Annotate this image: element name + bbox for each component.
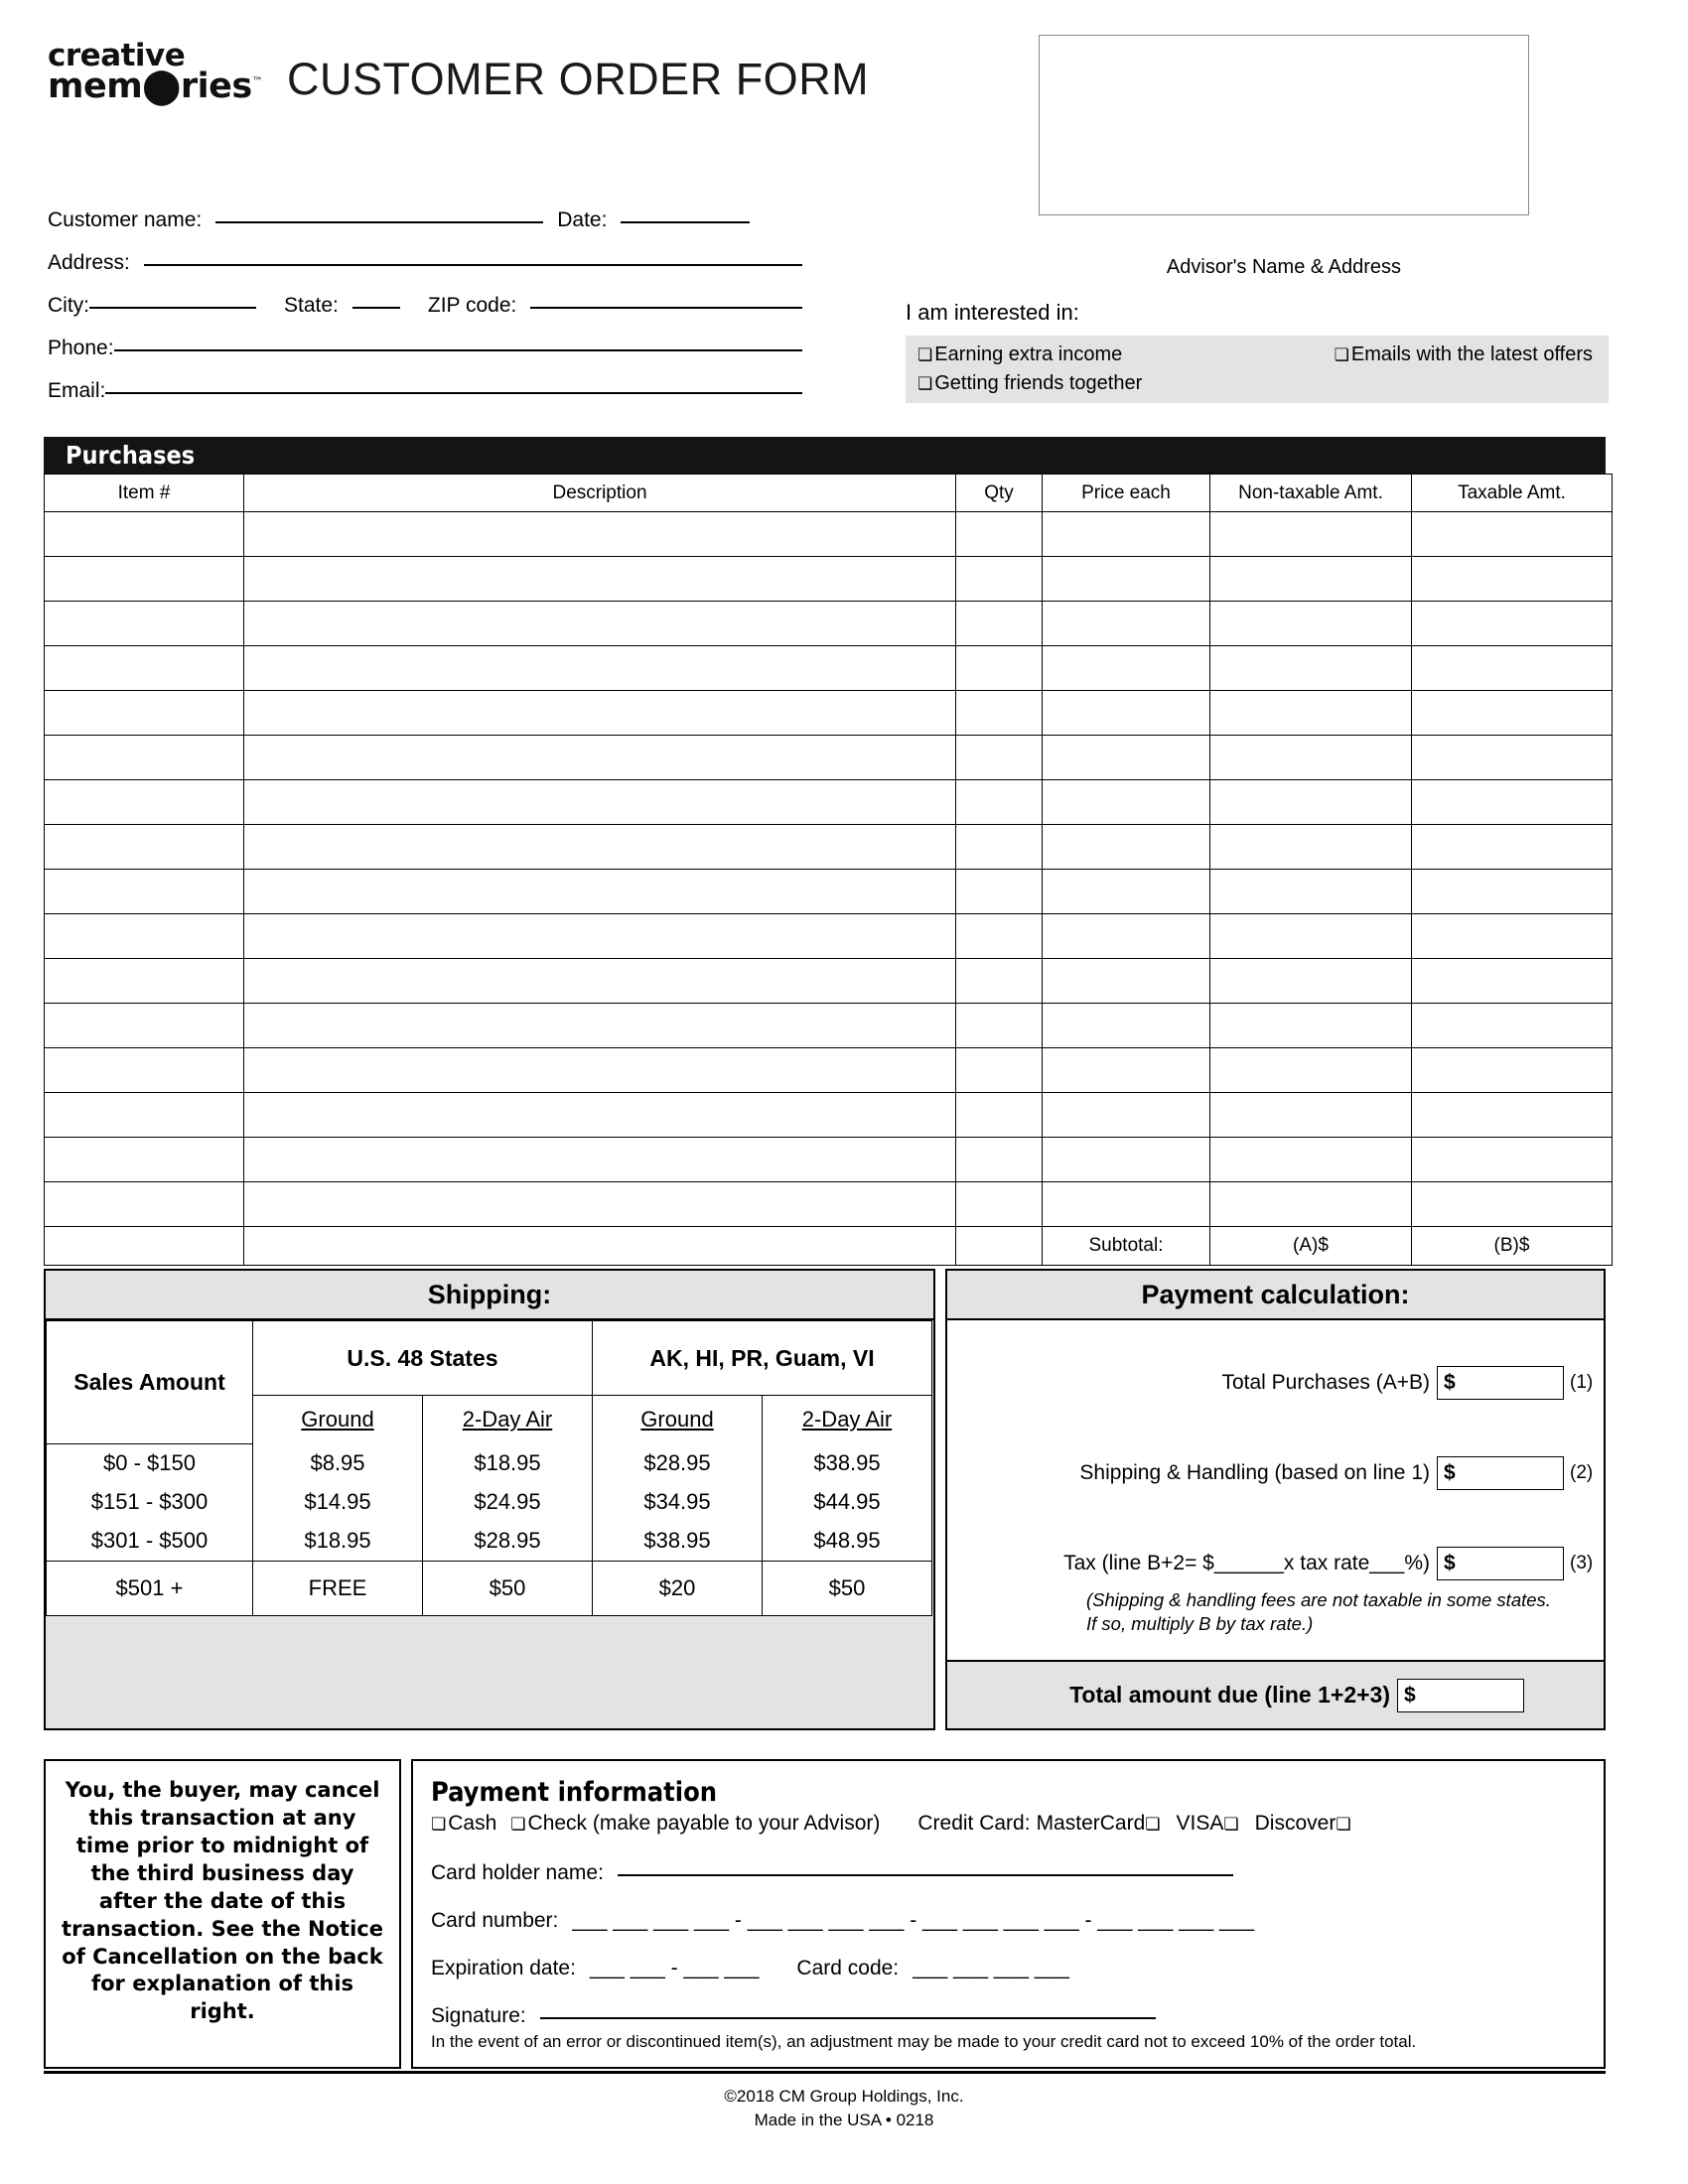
total-purchases-label: Total Purchases (A+B) <box>1221 1371 1430 1394</box>
purchase-cell[interactable] <box>1412 914 1613 959</box>
address-label: Address: <box>48 251 130 274</box>
purchase-cell[interactable] <box>244 914 956 959</box>
us-2day-rate: $28.95 <box>423 1522 593 1562</box>
sales-range: $0 - $150 <box>47 1443 253 1483</box>
ak-ground-rate: $38.95 <box>593 1522 763 1562</box>
purchase-cell[interactable] <box>45 1048 244 1093</box>
purchase-cell[interactable] <box>1043 602 1210 646</box>
purchase-cell[interactable] <box>244 736 956 780</box>
purchase-cell[interactable] <box>956 825 1043 870</box>
col-ak-hi-pr-guam-vi: AK, HI, PR, Guam, VI <box>593 1321 932 1396</box>
purchase-cell[interactable] <box>244 959 956 1004</box>
table-row <box>45 870 1613 914</box>
shipping-table <box>46 1320 932 1616</box>
purchase-cell[interactable] <box>45 1093 244 1138</box>
col-us-48-states: U.S. 48 States <box>253 1321 593 1396</box>
footer-divider <box>44 2071 1606 2074</box>
checkbox-discover[interactable] <box>1255 1812 1353 1836</box>
shipping-handling-label: Shipping & Handling (based on line 1) <box>1079 1461 1430 1484</box>
checkbox-mastercard[interactable] <box>1037 1812 1163 1836</box>
payment-type-row <box>431 1812 1586 1836</box>
mode-us-2day: 2-Day Air <box>462 1407 553 1432</box>
purchase-cell[interactable] <box>244 1093 956 1138</box>
card-number-row <box>431 1909 1586 1933</box>
made-in-usa-line: Made in the USA • 0218 <box>754 2110 934 2129</box>
us-ground-rate: $8.95 <box>253 1443 423 1483</box>
card-holder-row <box>431 1861 1586 1885</box>
interested-in-label: I am interested in: <box>906 300 1079 325</box>
interested-label-0: Earning extra income <box>934 343 1123 365</box>
purchase-cell[interactable] <box>1210 557 1412 602</box>
checkbox-icon: ❏ <box>431 1815 447 1835</box>
interested-in-box <box>906 336 1609 403</box>
purchase-cell[interactable] <box>45 602 244 646</box>
ak-ground-rate: $20 <box>593 1561 763 1615</box>
checkbox-visa[interactable] <box>1177 1812 1241 1836</box>
table-row <box>45 1182 1613 1227</box>
purchase-cell[interactable] <box>956 870 1043 914</box>
line-number-2: (2) <box>1570 1462 1594 1483</box>
date-input[interactable] <box>621 220 750 223</box>
tax-note: (Shipping & handling fees are not taxable in some states. If so, multiply B by tax rate.) <box>1086 1589 1551 1635</box>
col-non-taxable: Non-taxable Amt. <box>1210 475 1412 512</box>
city-label: City: <box>48 294 89 317</box>
card-number-input[interactable]: ___ ___ ___ ___ - ___ ___ ___ ___ - ___ ___ ___ ___ - ___ ___ ___ ___ <box>572 1909 1254 1932</box>
ak-2day-rate: $48.95 <box>763 1522 932 1562</box>
us-ground-rate: $18.95 <box>253 1522 423 1562</box>
table-row <box>45 959 1613 1004</box>
col-item-number: Item # <box>45 475 244 512</box>
sales-range: $501 + <box>47 1561 253 1615</box>
purchase-cell[interactable] <box>1412 780 1613 825</box>
expiration-card-code-row <box>431 1957 1586 1980</box>
payment-calculation-title: Payment calculation: <box>947 1271 1604 1320</box>
page-footer <box>0 2085 1688 2132</box>
sales-range: $301 - $500 <box>47 1522 253 1562</box>
purchase-cell[interactable] <box>956 1048 1043 1093</box>
mastercard-label: MasterCard <box>1036 1812 1146 1835</box>
table-row <box>45 736 1613 780</box>
tax-label[interactable]: Tax (line B+2= $______x tax rate___%) <box>1063 1552 1430 1574</box>
purchase-cell[interactable] <box>1043 1093 1210 1138</box>
purchase-cell[interactable] <box>244 646 956 691</box>
table-row <box>45 1004 1613 1048</box>
purchase-cell[interactable] <box>45 914 244 959</box>
purchase-cell[interactable] <box>1043 1048 1210 1093</box>
payment-information-title: Payment information <box>431 1777 718 1808</box>
page-title: CUSTOMER ORDER FORM <box>287 54 870 104</box>
purchase-cell[interactable] <box>244 602 956 646</box>
checkbox-icon: ❏ <box>1223 1815 1239 1835</box>
email-input[interactable] <box>105 391 802 394</box>
purchase-cell[interactable] <box>956 914 1043 959</box>
ak-ground-rate: $28.95 <box>593 1443 763 1483</box>
purchases-header-row <box>45 475 1613 512</box>
card-holder-label: Card holder name: <box>431 1861 604 1884</box>
purchase-cell[interactable] <box>1210 1138 1412 1182</box>
purchase-cell[interactable] <box>1412 512 1613 557</box>
subtotal-spacer-1 <box>45 1227 244 1266</box>
purchase-cell[interactable] <box>244 780 956 825</box>
table-row <box>45 780 1613 825</box>
card-number-label: Card number: <box>431 1909 559 1932</box>
purchase-cell[interactable] <box>1043 646 1210 691</box>
purchase-cell[interactable] <box>1412 870 1613 914</box>
us-ground-rate: FREE <box>253 1561 423 1615</box>
table-row <box>45 1093 1613 1138</box>
cancellation-notice: You, the buyer, may cancel this transaction at any time prior to midnight of the third business day after the date of this transaction. See the Notice of Cancellation on the back for explanation of this right. <box>44 1759 401 2069</box>
email-row <box>48 379 802 403</box>
purchase-cell[interactable] <box>1043 691 1210 736</box>
checkbox-emails-latest-offers[interactable] <box>1335 341 1599 369</box>
purchase-cell[interactable] <box>1412 1048 1613 1093</box>
table-row <box>45 1138 1613 1182</box>
state-label: State: <box>284 294 339 317</box>
purchase-cell[interactable] <box>1210 1093 1412 1138</box>
expiration-input[interactable]: ___ ___ - ___ ___ <box>589 1957 760 1979</box>
table-row <box>45 646 1613 691</box>
total-amount-due-row <box>947 1660 1604 1728</box>
purchase-cell[interactable] <box>956 512 1043 557</box>
table-row <box>45 825 1613 870</box>
purchase-cell[interactable] <box>1412 691 1613 736</box>
col-sales-amount: Sales Amount <box>47 1321 253 1444</box>
purchase-cell[interactable] <box>244 1182 956 1227</box>
total-amount-due-label: Total amount due (line 1+2+3) <box>1069 1682 1390 1707</box>
ak-2day-rate: $44.95 <box>763 1483 932 1522</box>
purchase-cell[interactable] <box>1412 1138 1613 1182</box>
purchase-cell[interactable] <box>45 512 244 557</box>
email-label: Email: <box>48 379 106 402</box>
payment-information-panel <box>411 1759 1606 2069</box>
purchase-cell[interactable] <box>244 691 956 736</box>
state-input[interactable] <box>352 306 400 309</box>
purchase-cell[interactable] <box>1043 557 1210 602</box>
interested-label-1: Emails with the latest offers <box>1350 343 1593 365</box>
purchase-cell[interactable] <box>1043 736 1210 780</box>
purchase-cell[interactable] <box>1412 602 1613 646</box>
purchase-cell[interactable] <box>45 780 244 825</box>
address-input[interactable] <box>144 263 802 266</box>
signature-input[interactable] <box>540 2016 1156 2019</box>
shipping-rate-row <box>47 1522 932 1562</box>
purchase-cell[interactable] <box>45 646 244 691</box>
purchase-cell[interactable] <box>45 870 244 914</box>
card-holder-input[interactable] <box>618 1873 1233 1876</box>
purchases-section <box>44 437 1606 1266</box>
signature-label: Signature: <box>431 2004 526 2027</box>
subtotal-spacer-3 <box>956 1227 1043 1266</box>
logo-line-2: mem⬤ries™ <box>48 66 263 106</box>
checkbox-icon: ❏ <box>917 345 933 365</box>
phone-label: Phone: <box>48 337 114 359</box>
customer-info-fields <box>48 208 802 422</box>
table-row <box>45 512 1613 557</box>
advisor-name-address-box[interactable] <box>1039 35 1529 215</box>
customer-name-label: Customer name: <box>48 208 203 231</box>
shipping-panel <box>44 1269 935 1730</box>
subtotal-b-input[interactable]: (B)$ <box>1412 1227 1613 1266</box>
phone-row <box>48 337 802 360</box>
checkbox-icon: ❏ <box>1336 1815 1351 1835</box>
checkbox-icon: ❏ <box>1145 1815 1161 1835</box>
purchase-cell[interactable] <box>1412 1004 1613 1048</box>
table-row <box>45 1048 1613 1093</box>
checkbox-earning-extra-income[interactable] <box>917 341 1122 369</box>
purchase-cell[interactable] <box>1210 780 1412 825</box>
purchases-table-body <box>45 512 1613 1227</box>
customer-name-row <box>48 208 802 232</box>
purchases-table <box>44 474 1613 1266</box>
purchase-cell[interactable] <box>1043 825 1210 870</box>
mode-ak-2day: 2-Day Air <box>801 1407 893 1432</box>
col-qty: Qty <box>956 475 1043 512</box>
purchase-cell[interactable] <box>1412 1182 1613 1227</box>
expiration-label: Expiration date: <box>431 1957 576 1979</box>
purchase-cell[interactable] <box>45 691 244 736</box>
shipping-rate-row <box>47 1443 932 1483</box>
purchase-cell[interactable] <box>1043 1004 1210 1048</box>
payment-calculation-panel <box>945 1269 1606 1730</box>
purchase-cell[interactable] <box>244 1138 956 1182</box>
purchase-cell[interactable] <box>956 959 1043 1004</box>
ak-ground-rate: $34.95 <box>593 1483 763 1522</box>
sales-range: $151 - $300 <box>47 1483 253 1522</box>
interested-line-1 <box>917 341 1599 369</box>
purchase-cell[interactable] <box>1043 1182 1210 1227</box>
ak-2day-rate: $50 <box>763 1561 932 1615</box>
table-row <box>45 691 1613 736</box>
purchase-cell[interactable] <box>1210 870 1412 914</box>
visa-label: VISA <box>1176 1812 1224 1835</box>
purchase-cell[interactable] <box>244 557 956 602</box>
purchase-cell[interactable] <box>1043 870 1210 914</box>
subtotal-label: Subtotal: <box>1043 1227 1210 1266</box>
purchase-cell[interactable] <box>244 1048 956 1093</box>
phone-input[interactable] <box>114 348 802 351</box>
purchase-cell[interactable] <box>244 825 956 870</box>
total-amount-due-input[interactable]: $ <box>1397 1679 1524 1712</box>
purchase-cell[interactable] <box>1412 959 1613 1004</box>
purchase-cell[interactable] <box>1210 646 1412 691</box>
cash-label: Cash <box>448 1812 497 1835</box>
shipping-header-row <box>47 1321 932 1396</box>
purchase-cell[interactable] <box>1210 691 1412 736</box>
shipping-handling-row <box>947 1456 1604 1490</box>
advisor-caption: Advisor's Name & Address <box>1166 256 1402 278</box>
purchase-cell[interactable] <box>1210 736 1412 780</box>
tax-input[interactable]: $ <box>1437 1547 1564 1580</box>
purchase-cell[interactable] <box>1210 1182 1412 1227</box>
card-code-label: Card code: <box>796 1957 900 1979</box>
shipping-rate-rows <box>47 1443 932 1615</box>
signature-row <box>431 2004 1586 2028</box>
purchase-cell[interactable] <box>1043 959 1210 1004</box>
purchase-cell[interactable] <box>45 1182 244 1227</box>
us-ground-rate: $14.95 <box>253 1483 423 1522</box>
purchase-cell[interactable] <box>1043 780 1210 825</box>
purchase-cell[interactable] <box>45 1138 244 1182</box>
purchase-cell[interactable] <box>956 736 1043 780</box>
line-number-3: (3) <box>1570 1553 1594 1573</box>
purchase-cell[interactable] <box>1210 825 1412 870</box>
purchase-cell[interactable] <box>45 736 244 780</box>
city-input[interactable] <box>89 306 256 309</box>
purchase-cell[interactable] <box>956 602 1043 646</box>
purchase-cell[interactable] <box>244 870 956 914</box>
purchase-cell[interactable] <box>1210 1048 1412 1093</box>
purchase-cell[interactable] <box>1412 557 1613 602</box>
purchase-cell[interactable] <box>956 557 1043 602</box>
checkbox-getting-friends-together[interactable] <box>917 369 1142 398</box>
purchase-cell[interactable] <box>45 557 244 602</box>
checkbox-cash[interactable] <box>431 1812 496 1836</box>
logo-line-1: creative <box>48 38 186 73</box>
purchase-cell[interactable] <box>1043 914 1210 959</box>
purchase-cell[interactable] <box>45 1004 244 1048</box>
total-purchases-row <box>947 1366 1604 1400</box>
card-code-input[interactable]: ___ ___ ___ ___ <box>913 1957 1069 1979</box>
purchase-cell[interactable] <box>1412 646 1613 691</box>
checkbox-icon: ❏ <box>1334 345 1349 365</box>
mode-us-ground: Ground <box>301 1407 374 1432</box>
purchase-cell[interactable] <box>244 512 956 557</box>
tax-row <box>947 1547 1604 1580</box>
table-row <box>45 557 1613 602</box>
purchases-section-title: Purchases <box>44 437 1606 474</box>
credit-card-label: Credit Card: <box>917 1812 1031 1835</box>
col-description: Description <box>244 475 956 512</box>
purchase-cell[interactable] <box>956 1093 1043 1138</box>
checkbox-icon: ❏ <box>917 374 933 394</box>
address-row <box>48 251 802 275</box>
discover-label: Discover <box>1254 1812 1336 1835</box>
purchase-cell[interactable] <box>1412 736 1613 780</box>
purchase-cell[interactable] <box>1210 914 1412 959</box>
purchase-cell[interactable] <box>1210 602 1412 646</box>
table-row <box>45 914 1613 959</box>
shipping-rate-row <box>47 1561 932 1615</box>
customer-name-input[interactable] <box>215 220 543 223</box>
purchase-cell[interactable] <box>956 646 1043 691</box>
line-number-1: (1) <box>1570 1372 1594 1393</box>
purchase-cell[interactable] <box>45 825 244 870</box>
purchase-cell[interactable] <box>1210 512 1412 557</box>
date-label: Date: <box>557 208 608 231</box>
col-price-each: Price each <box>1043 475 1210 512</box>
purchase-cell[interactable] <box>956 1182 1043 1227</box>
checkbox-check[interactable] <box>510 1812 880 1836</box>
table-row <box>45 602 1613 646</box>
purchase-cell[interactable] <box>1210 959 1412 1004</box>
city-state-zip-row <box>48 294 802 318</box>
us-2day-rate: $50 <box>423 1561 593 1615</box>
subtotal-row <box>45 1227 1613 1266</box>
col-taxable: Taxable Amt. <box>1412 475 1613 512</box>
checkbox-icon: ❏ <box>510 1815 526 1835</box>
shipping-title: Shipping: <box>46 1271 933 1320</box>
purchase-cell[interactable] <box>1043 512 1210 557</box>
total-purchases-input[interactable]: $ <box>1437 1366 1564 1400</box>
zip-label: ZIP code: <box>427 294 517 317</box>
page-header <box>48 38 870 106</box>
check-label: Check (make payable to your Advisor) <box>527 1812 881 1835</box>
purchase-cell[interactable] <box>956 1138 1043 1182</box>
mode-ak-ground: Ground <box>640 1407 714 1432</box>
purchase-cell[interactable] <box>956 691 1043 736</box>
shipping-handling-input[interactable]: $ <box>1437 1456 1564 1490</box>
trademark-symbol: ™ <box>251 73 263 87</box>
subtotal-spacer-2 <box>244 1227 956 1266</box>
ak-2day-rate: $38.95 <box>763 1443 932 1483</box>
interested-label-2: Getting friends together <box>934 372 1143 394</box>
payment-calculation-body <box>947 1320 1604 1676</box>
purchase-cell[interactable] <box>1043 1138 1210 1182</box>
interested-line-2 <box>917 369 1599 398</box>
purchase-cell[interactable] <box>956 780 1043 825</box>
purchase-cell[interactable] <box>1412 825 1613 870</box>
us-2day-rate: $24.95 <box>423 1483 593 1522</box>
payment-disclaimer: In the event of an error or discontinued item(s), an adjustment may be made to your credit card not to exceed 10% of the order total. <box>431 2032 1417 2051</box>
shipping-rate-row <box>47 1483 932 1522</box>
us-2day-rate: $18.95 <box>423 1443 593 1483</box>
subtotal-a-input[interactable]: (A)$ <box>1210 1227 1412 1266</box>
purchase-cell[interactable] <box>244 1004 956 1048</box>
creative-memories-logo <box>48 38 263 106</box>
purchase-cell[interactable] <box>1210 1004 1412 1048</box>
purchase-cell[interactable] <box>1412 1093 1613 1138</box>
zip-input[interactable] <box>530 306 802 309</box>
copyright-line: ©2018 CM Group Holdings, Inc. <box>724 2087 964 2106</box>
purchase-cell[interactable] <box>956 1004 1043 1048</box>
purchase-cell[interactable] <box>45 959 244 1004</box>
